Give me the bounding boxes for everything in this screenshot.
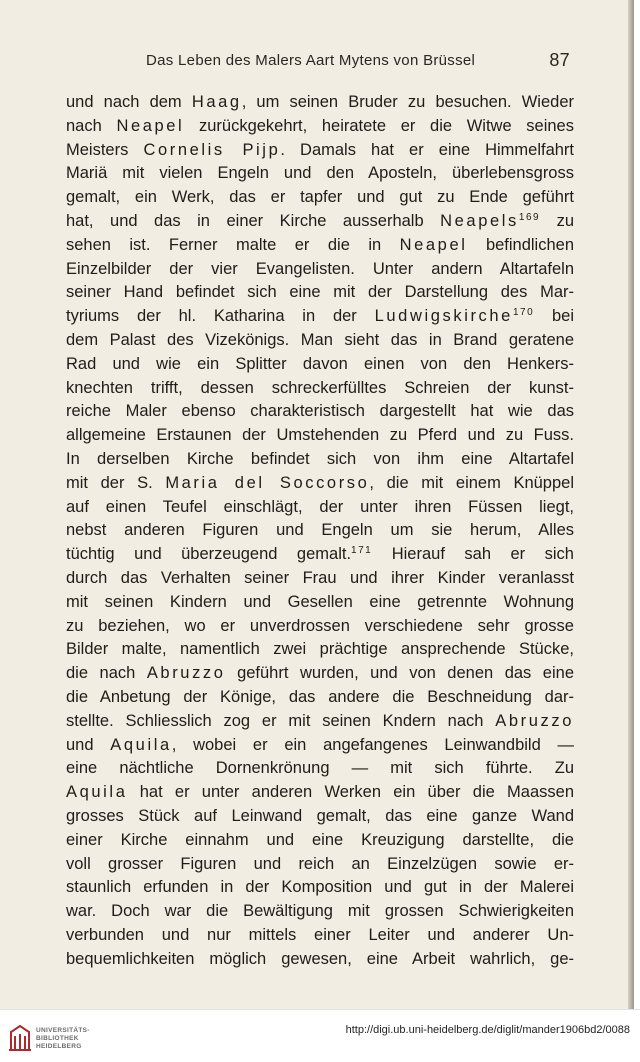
text-run: verbunden und nur mittels einer Leiter und anderer Un- [66,925,574,944]
text-run: nebst anderen Figuren und Engeln um sie herum, Alles [66,521,574,540]
spaced-name: Aquila [66,783,128,802]
university-library-logo-icon [8,1024,32,1052]
text-line [66,710,574,734]
text-line [66,829,574,853]
viewer-footer [0,1009,640,1062]
library-name-line: UNIVERSITÄTS- [36,1027,90,1034]
body-text [66,91,574,971]
text-run: allgemeine Erstaunen der Umstehenden zu Pferd und zu Fuss. [66,426,574,445]
library-name [36,1027,90,1051]
text-run: mit der S. [66,473,166,492]
text-run: bei [534,307,574,326]
text-run: auf einen Teufel einschlägt, der unter ihren Füssen liegt, [66,497,574,516]
text-line [66,139,574,163]
text-run: befindlichen [467,235,575,254]
page-edge [628,0,634,1009]
text-line [66,686,574,710]
text-run: In derselben Kirche befindet sich von ihm eine Altartafel [66,449,574,468]
spaced-name: Neapel [116,116,185,135]
text-line [66,543,574,567]
text-line [66,496,574,520]
text-line [66,329,574,353]
text-line [66,781,574,805]
text-line [66,519,574,543]
text-run: war. Doch war die Bewältigung mit grossen Schwierigkeiten [66,902,574,921]
text-line [66,900,574,924]
text-run: Rad und wie ein Splitter davon einen von den Henkers- [66,354,574,373]
text-run: , die mit einem Knüppel [369,473,575,492]
text-run: . Damals hat er eine Himmelfahrt [280,140,575,159]
text-run: hat, und das in einer Kirche ausserhalb [66,211,441,230]
spaced-name: Aquila [110,735,172,754]
spaced-name: Neapels [440,211,519,230]
page-header [72,50,574,74]
text-line [66,567,574,591]
running-title: Das Leben des Malers Aart Mytens von Brüssel [146,52,476,69]
spaced-name: Ludwigskirche [374,307,513,326]
text-run: zurückgekehrt, heiratete er die Witwe seines [184,116,574,135]
text-line [66,115,574,139]
text-run: dem Palast des Vizekönigs. Man sieht das in Brand geratene [66,330,574,349]
text-line [66,805,574,829]
spaced-name: Neapel [399,235,468,254]
spaced-name: Abruzzo [146,664,226,683]
text-run: , um seinen Bruder zu besuchen. Wieder [241,93,574,111]
text-line [66,210,574,234]
text-line [66,448,574,472]
text-run: knechten trifft, dessen schreckerfülltes Schreien der kunst- [66,378,574,397]
text-run: zu beziehen, wo er unverdrossen verschiedene sehr grosse [66,616,574,635]
text-run: voll grosser Figuren und reich an Einzelzügen sowie er- [66,854,574,873]
text-line [66,377,574,401]
text-run: Bilder malte, namentlich zwei prächtige ansprechende Stücke, [66,640,574,659]
text-line [66,424,574,448]
text-line [66,876,574,900]
text-run: tyriums der hl. Katharina in der [66,307,375,326]
text-run: gemalt, ein Werk, das er tapfer und gut zu Ende geführt [66,188,574,207]
text-run: und [66,735,111,754]
text-line [66,591,574,615]
text-line [66,234,574,258]
text-line [66,924,574,948]
text-run: stellte. Schliesslich zog er mit seinen Kndern nach [66,711,496,730]
spaced-name: Maria del Soccorso [165,473,370,492]
text-run: zu [540,211,574,230]
text-run: die Anbetung der Könige, das andere die Beschneidung dar- [66,687,574,706]
text-line [66,853,574,877]
text-line [66,734,574,758]
spaced-name: Abruzzo [495,711,574,730]
text-run: Meisters [66,140,144,159]
library-name-line: BIBLIOTHEK [36,1035,79,1042]
text-line [66,400,574,424]
spaced-name: Cornelis Pijp [143,140,281,159]
text-line [66,305,574,329]
footnote-ref: 169 [518,211,541,223]
text-run: Mariä mit vielen Engeln und den Aposteln, überlebensgross [66,164,574,183]
text-run: nach [66,116,117,135]
text-line [66,757,574,781]
text-run: eine nächtliche Dornenkrönung — mit sich führte. Zu [66,759,574,778]
text-run: sehen ist. Ferner malte er die in [66,235,400,254]
text-run: geführt wurden, und von denen das eine [225,664,575,683]
text-run: hat er unter anderen Werken ein über die Maassen [127,783,574,802]
text-line [66,472,574,496]
text-line [66,186,574,210]
text-run: seiner Hand befindet sich eine mit der Darstellung des Mar- [66,283,574,302]
text-run: , wobei er ein angefangenes Leinwandbild — [171,735,574,754]
text-run: staunlich erfunden in der Komposition und gut in der Malerei [66,878,574,897]
footnote-ref: 171 [351,545,373,557]
text-run: Hierauf sah er sich [372,545,574,564]
text-line [66,281,574,305]
text-run: tüchtig und überzeugend gemalt. [66,545,352,564]
text-run: mit seinen Kindern und Gesellen eine getrennte Wohnung [66,592,574,611]
text-run: bequemlichkeiten möglich gewesen, eine Arbeit wahrlich, ge- [66,949,574,968]
text-line [66,91,574,115]
text-run: durch das Verhalten seiner Frau und ihrer Kinder veranlasst [66,568,574,587]
text-line [66,353,574,377]
library-name-line: HEIDELBERG [36,1043,82,1050]
text-line [66,162,574,186]
text-line [66,948,574,972]
spaced-name: Haag [191,93,242,111]
text-run: grosses Stück auf Leinwand gemalt, das eine ganze Wand [66,806,574,825]
text-run: reiche Maler ebenso charakteristisch dargestellt hat wie das [66,402,574,421]
text-line [66,638,574,662]
permalink-url[interactable]: http://digi.ub.uni-heidelberg.de/diglit/mander1906bd2/0088 [345,1024,630,1036]
text-run: die nach [66,664,147,683]
text-line [66,615,574,639]
text-run: Einzelbilder der vier Evangelisten. Unter andern Altartafeln [66,259,574,278]
footnote-ref: 170 [512,307,535,319]
text-line [66,258,574,282]
text-run: einer Kirche einnahm und eine Kreuzigung darstellte, die [66,830,574,849]
text-run: und nach dem [66,93,192,111]
page-number: 87 [549,50,570,70]
text-line [66,662,574,686]
